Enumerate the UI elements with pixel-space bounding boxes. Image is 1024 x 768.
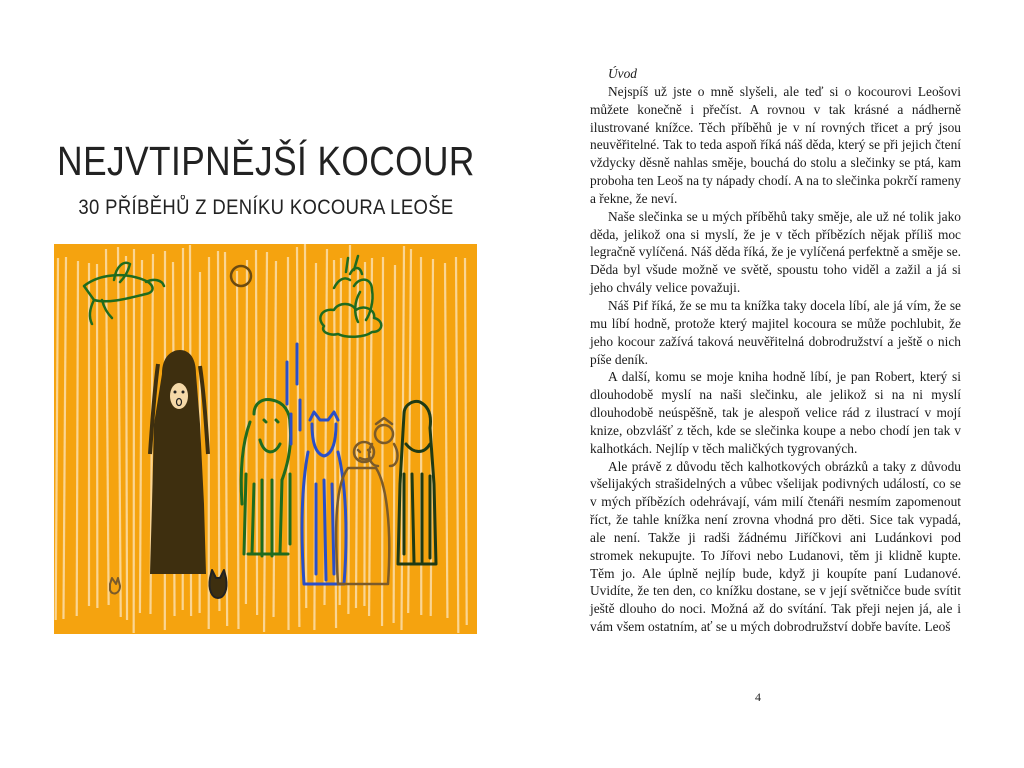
paragraph: Náš Pif říká, že se mu ta knížka taky docela líbí, ale já vím, že se mu líbí hodně, protože který majitel kocoura se může pochlubit, že jeho kocour zažívá taková neuvěřitelná dobrodružství a ještě o nich píše deník. [590,297,961,367]
right-page [512,0,1024,768]
hatch-stroke [218,251,219,611]
hatch-stroke [340,258,341,605]
cover-illustration [54,244,477,634]
paragraph: Ale právě z důvodu těch kalhotkových obrázků a taky z důvodu všelijakých strašidelných a vůbec všelijak podivných událostí, co se v mých příbězích odehrávají, vám milí čtenáři nesmím zapomenout říct, že tahle knížka není zrovna vhodná pro děti. Sice tak vypadá, ale není. Takže ji radši žádnému Jiříčkovi ani Ludánkovi pod stromek nekupujte. To Jířovi nebo Ludanovi, těm ji klidně kupte. Těm jo. Ale úplně nejlíp bude, když ji koupíte paní Ludanové. Uvidíte, že ten den, co knížku dostane, se v její světničce bude svítit ještě dlouho do noci. Možná až do svítání. Tak přeji nejen já, ale i vám všem ostatním, ať se u mých dobrodružství dobře bavíte. Leoš [590,458,961,635]
hatch-stroke [237,271,238,629]
hatch-stroke [126,256,127,620]
paragraph: A další, komu se moje kniha hodně líbí, je pan Robert, který si dlouhodobě myslí na naši slečinku, ale jelikož si na ni myslí dlouhodobě neúspěšně, tak je alespoň velice rád z ilustrací v mojí knize, obzvlášť z těch, kde se slečinka koupe a nebo chodí jen tak v kalhotkách. Nejlíp v těch maličkých tygrovaných. [590,369,961,456]
hatch-stroke [77,261,78,616]
section-heading: Úvod [608,66,638,81]
page-number: 4 [755,690,761,704]
hatch-stroke [364,262,365,606]
hatch-stroke [382,257,383,626]
paragraph: Nejspíš už jste o mně slyšeli, ale teď si o kocourovi Leošovi můžete konečně i přečíst. A rovnou v tak krásné a nádherně ilustrované knížce. Těch příběhů je v ní rovných třicet a prý jsou neuvěřitelné. Tak to teda aspoň říká náš děda, který se při jejich čtení vždycky děsně nahlas směje, bouchá do stolu a slečinky se ptá, kam proboha ten Leoš na ty nápady chodí. A na to slečinka pokrčí rameny a řekne, že neví. [590,83,961,206]
book-title: NEJVTIPNĚJŠÍ KOCOUR [57,138,475,184]
book-subtitle: 30 PŘÍBĚHŮ Z DENÍKU KOCOURA LEOŠE [78,196,454,219]
paragraph: Naše slečinka se u mých příběhů taky směje, ale už né tolik jako děda, jelikož ona si myslí, že je v těch příbězích nějak příliš moc legračně vylíčená. Náš děda říká, že je vylíčená perfektně a směje se. Děda byl všude možně ve světě, spoustu toho viděl a zažil a já si jeho chvály velice považuji. [590,208,961,296]
intro-text [590,65,961,636]
hatch-stroke [305,244,306,608]
hatch-stroke [256,250,257,615]
hatch-stroke [288,257,289,630]
